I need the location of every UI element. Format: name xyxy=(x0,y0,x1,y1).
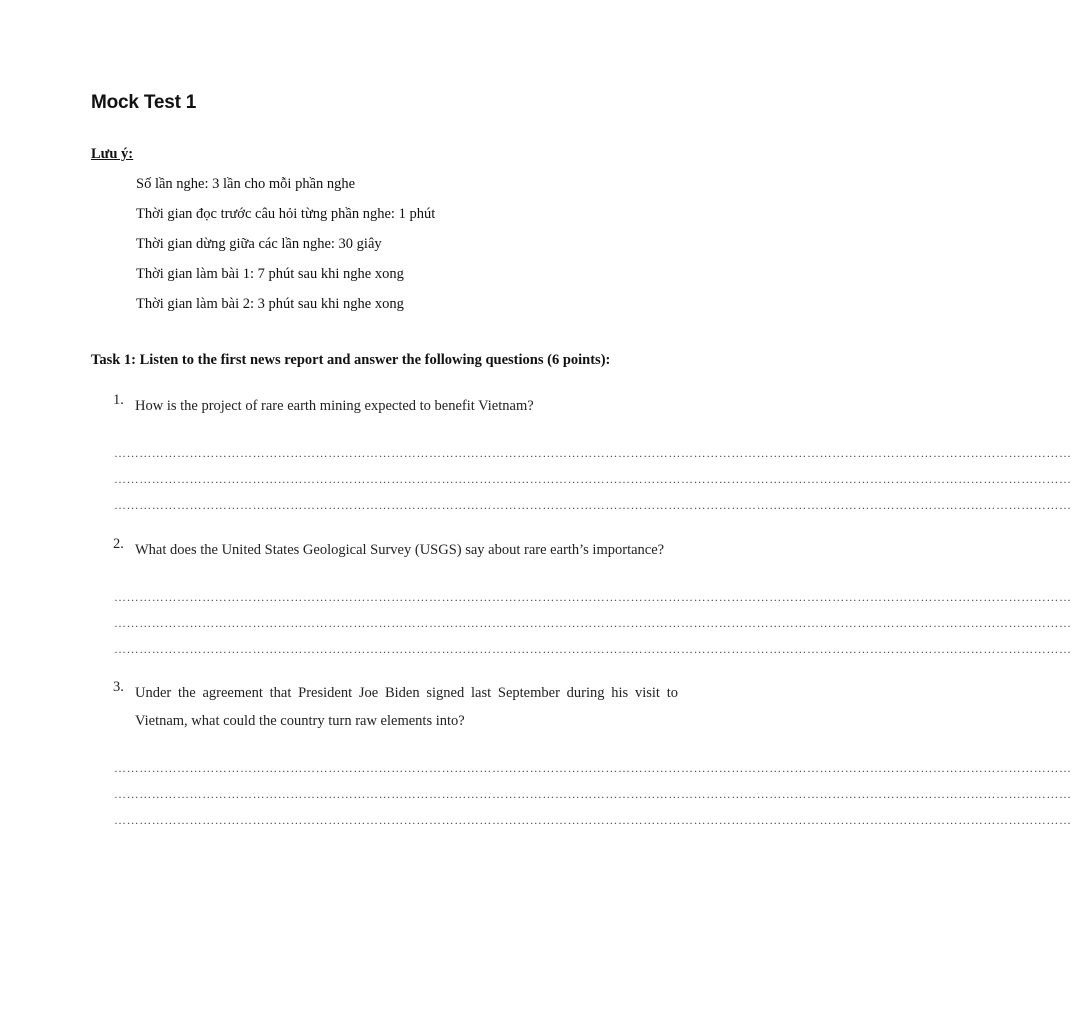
question-text: How is the project of rare earth mining expected to benefit Vietnam? xyxy=(135,398,534,414)
note-item: Thời gian dừng giữa các lần nghe: 30 giây xyxy=(136,236,382,252)
note-item: Thời gian làm bài 2: 3 phút sau khi nghe xong xyxy=(136,296,404,312)
question-text: Under the agreement that President Joe Biden signed last September during his visit to Vietnam, what could the country turn raw elements into? xyxy=(135,685,678,729)
note-heading: Lưu ý: xyxy=(91,146,134,162)
question-number: 3. xyxy=(113,679,124,695)
answer-lines-1[interactable] xyxy=(114,440,1072,518)
answer-line[interactable]: ………………………………………………………………………………………………………………………………………………………………………………………………………… xyxy=(114,472,1072,486)
question-1 xyxy=(113,392,678,420)
answer-lines-2[interactable] xyxy=(114,584,1072,662)
question-3 xyxy=(113,679,678,735)
answer-line[interactable]: ………………………………………………………………………………………………………………………………………………………………………………………………………… xyxy=(114,446,1072,460)
answer-line[interactable]: ………………………………………………………………………………………………………………………………………………………………………………………………………… xyxy=(114,761,1072,775)
note-item: Thời gian đọc trước câu hỏi từng phần nghe: 1 phút xyxy=(136,206,436,222)
notes-list xyxy=(136,174,435,324)
answer-line[interactable]: ………………………………………………………………………………………………………………………………………………………………………………………………………… xyxy=(114,616,1072,630)
task-heading: Task 1: Listen to the first news report and answer the following questions (6 points): xyxy=(91,352,611,368)
question-number: 2. xyxy=(113,536,124,552)
answer-line[interactable]: ………………………………………………………………………………………………………………………………………………………………………………………………………… xyxy=(114,590,1072,604)
answer-lines-3[interactable] xyxy=(114,755,1072,833)
note-item: Thời gian làm bài 1: 7 phút sau khi nghe xong xyxy=(136,266,404,282)
answer-line[interactable]: ………………………………………………………………………………………………………………………………………………………………………………………………………… xyxy=(114,642,1072,656)
answer-line[interactable]: ………………………………………………………………………………………………………………………………………………………………………………………………………… xyxy=(114,498,1072,512)
question-2 xyxy=(113,536,678,564)
question-text: What does the United States Geological Survey (USGS) say about rare earth’s importance? xyxy=(135,542,665,558)
question-number: 1. xyxy=(113,392,124,408)
answer-line[interactable]: ………………………………………………………………………………………………………………………………………………………………………………………………………… xyxy=(114,813,1072,827)
answer-line[interactable]: ………………………………………………………………………………………………………………………………………………………………………………………………………… xyxy=(114,787,1072,801)
page-title: Mock Test 1 xyxy=(91,92,197,113)
note-item: Số lần nghe: 3 lần cho mỗi phần nghe xyxy=(136,176,356,192)
